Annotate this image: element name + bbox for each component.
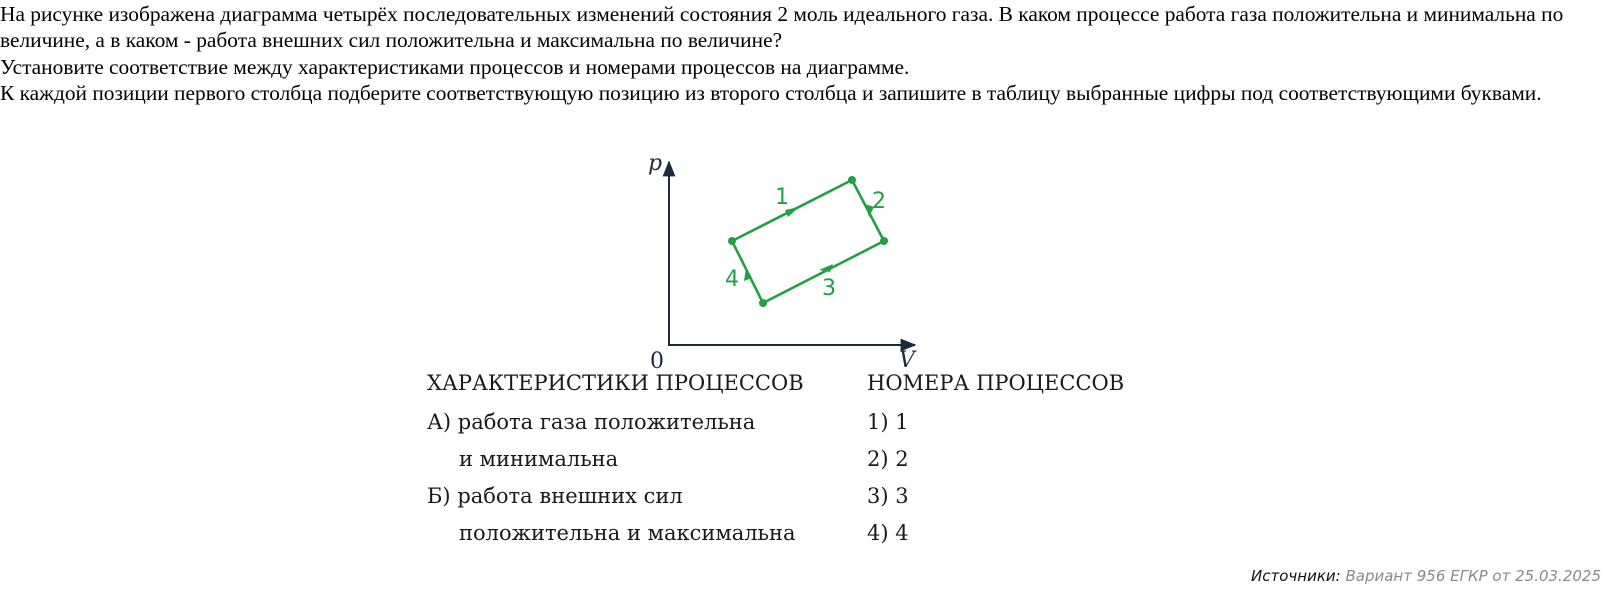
process-2-label: 2 [872,189,886,214]
process-3-arrow-icon [819,264,833,272]
v-axis-label: V [899,348,915,373]
process-4-label: 4 [725,267,739,292]
question-paragraph-2: Установите соответствие между характеристиками процессов и номерами процессов на диаграмме. [0,54,910,79]
state-point [728,237,736,245]
left-column-header: ХАРАКТЕРИСТИКИ ПРОЦЕССОВ [427,371,804,395]
process-3-label: 3 [822,276,836,301]
pv-diagram-graphic [620,145,940,380]
process-1-label: 1 [775,185,789,210]
characteristic-a-line2: и минимальна [459,447,619,471]
state-point [848,176,856,184]
process-option-1: 1) 1 [867,410,909,434]
source-label: Источники: [1251,567,1341,585]
characteristic-a-line1: работа газа положительна [457,410,756,434]
state-point [880,237,888,245]
question-text [0,1,1600,107]
process-option-2: 2) 2 [867,447,909,471]
right-column-header: НОМЕРА ПРОЦЕССОВ [867,371,1125,395]
characteristic-b-letter: Б) [427,484,451,508]
source-value: Вариант 956 ЕГКР от 25.03.2025 [1345,567,1601,585]
pv-diagram [620,145,940,380]
characteristic-a-letter: А) [427,410,452,434]
process-option-3: 3) 3 [867,484,909,508]
question-paragraph-1: На рисунке изображена диаграмма четырёх последовательных изменений состояния 2 моль идеального газа. В каком процессе работа газа положительна и минимальна по величине, а в каком - работа внешних сил положительна и максимальна по величине? [0,2,1564,53]
characteristic-b-line1: работа внешних сил [457,484,683,508]
cycle-path [732,180,884,303]
process-option-4: 4) 4 [867,521,909,545]
source-line [1251,566,1601,586]
characteristic-b [427,482,683,510]
characteristic-b-line2: положительна и максимальна [459,521,796,545]
characteristic-a [427,408,755,436]
p-axis-label: p [648,151,663,176]
origin-label: 0 [650,349,664,374]
question-paragraph-3: К каждой позиции первого столбца подберите соответствующую позицию из второго столбца и запишите в таблицу выбранные цифры под соответствующими буквами. [0,81,1542,106]
state-point [759,299,767,307]
